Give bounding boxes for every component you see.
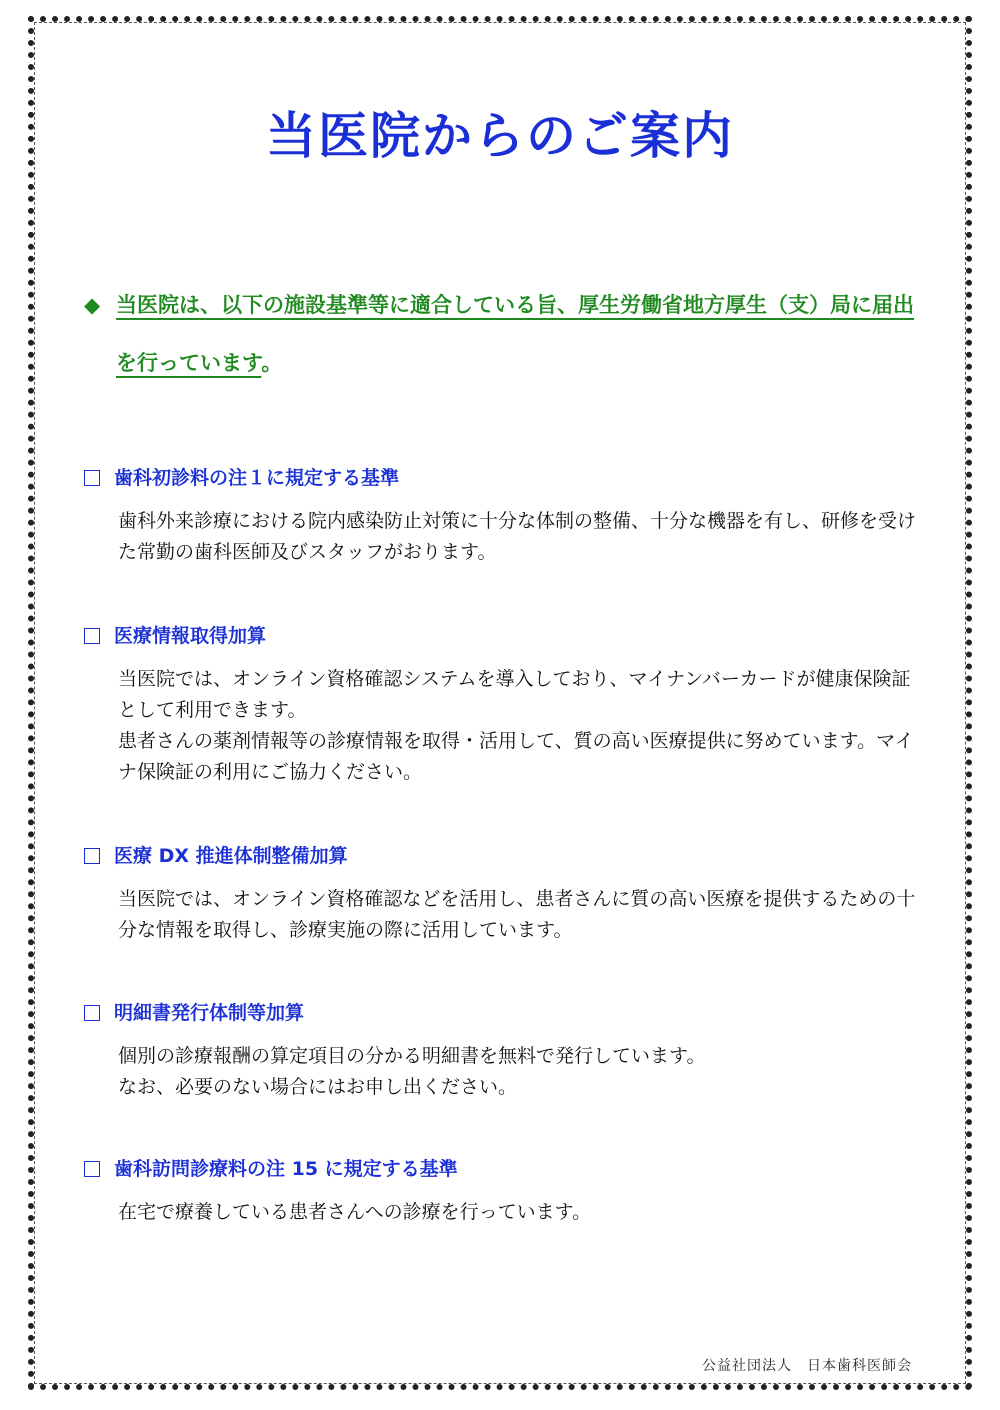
- section-body-line: 在宅で療養している患者さんへの診療を行っています。: [118, 1201, 592, 1223]
- notice-text: [116, 276, 924, 392]
- checkbox-icon: [84, 1161, 100, 1177]
- section-heading: [84, 999, 924, 1027]
- section-heading-text: 医療 DX 推進体制整備加算: [114, 845, 348, 867]
- checkbox-icon: [84, 848, 100, 864]
- section-body-line: 患者さんの薬剤情報等の診療情報を取得・活用して、質の高い医療提供に努めています。マイナ保険証の利用にご協力ください。: [118, 730, 914, 783]
- section-heading: [84, 622, 924, 650]
- section-initial-consultation: [84, 464, 924, 568]
- notice-underlined-text: 当医院は、以下の施設基準等に適合している旨、厚生労働省地方厚生（支）局に届出を行っています: [116, 293, 914, 375]
- section-heading: [84, 1155, 924, 1183]
- facility-standards-notice: [84, 276, 924, 392]
- diamond-icon: ◆: [84, 293, 101, 317]
- footer-organization: 公益社団法人 日本歯科医師会: [702, 1358, 912, 1374]
- checkbox-icon: [84, 470, 100, 486]
- section-heading: [84, 842, 924, 870]
- section-body: [118, 884, 924, 946]
- section-body-line: 個別の診療報酬の算定項目の分かる明細書を無料で発行しています。: [118, 1045, 706, 1067]
- section-body: [118, 664, 924, 788]
- section-medical-dx: [84, 842, 924, 946]
- section-heading-text: 明細書発行体制等加算: [114, 1002, 305, 1024]
- notice-text-tail: 。: [261, 351, 283, 375]
- section-home-visit: [84, 1155, 924, 1228]
- section-body: [118, 1041, 924, 1103]
- page-title: 当医院からのご案内: [266, 107, 734, 165]
- section-itemized-statement: [84, 999, 924, 1103]
- section-heading-text: 医療情報取得加算: [114, 625, 267, 647]
- section-body-line: なお、必要のない場合にはお申し出ください。: [118, 1076, 518, 1098]
- section-heading-text: 歯科初診料の注１に規定する基準: [114, 467, 400, 489]
- section-heading-text: 歯科訪問診療料の注 15 に規定する基準: [114, 1158, 458, 1180]
- checkbox-icon: [84, 1005, 100, 1021]
- section-body: [118, 506, 924, 568]
- section-medical-info-acquisition: [84, 622, 924, 788]
- section-heading: [84, 464, 924, 492]
- section-body-line: 当医院では、オンライン資格確認システムを導入しており、マイナンバーカードが健康保険証として利用できます。: [118, 668, 911, 721]
- checkbox-icon: [84, 628, 100, 644]
- section-body-line: 当医院では、オンライン資格確認などを活用し、患者さんに質の高い医療を提供するための十分な情報を取得し、診療実施の際に活用しています。: [118, 888, 916, 941]
- section-body: [118, 1197, 924, 1228]
- section-body-line: 歯科外来診療における院内感染防止対策に十分な体制の整備、十分な機器を有し、研修を受けた常勤の歯科医師及びスタッフがおります。: [118, 510, 917, 563]
